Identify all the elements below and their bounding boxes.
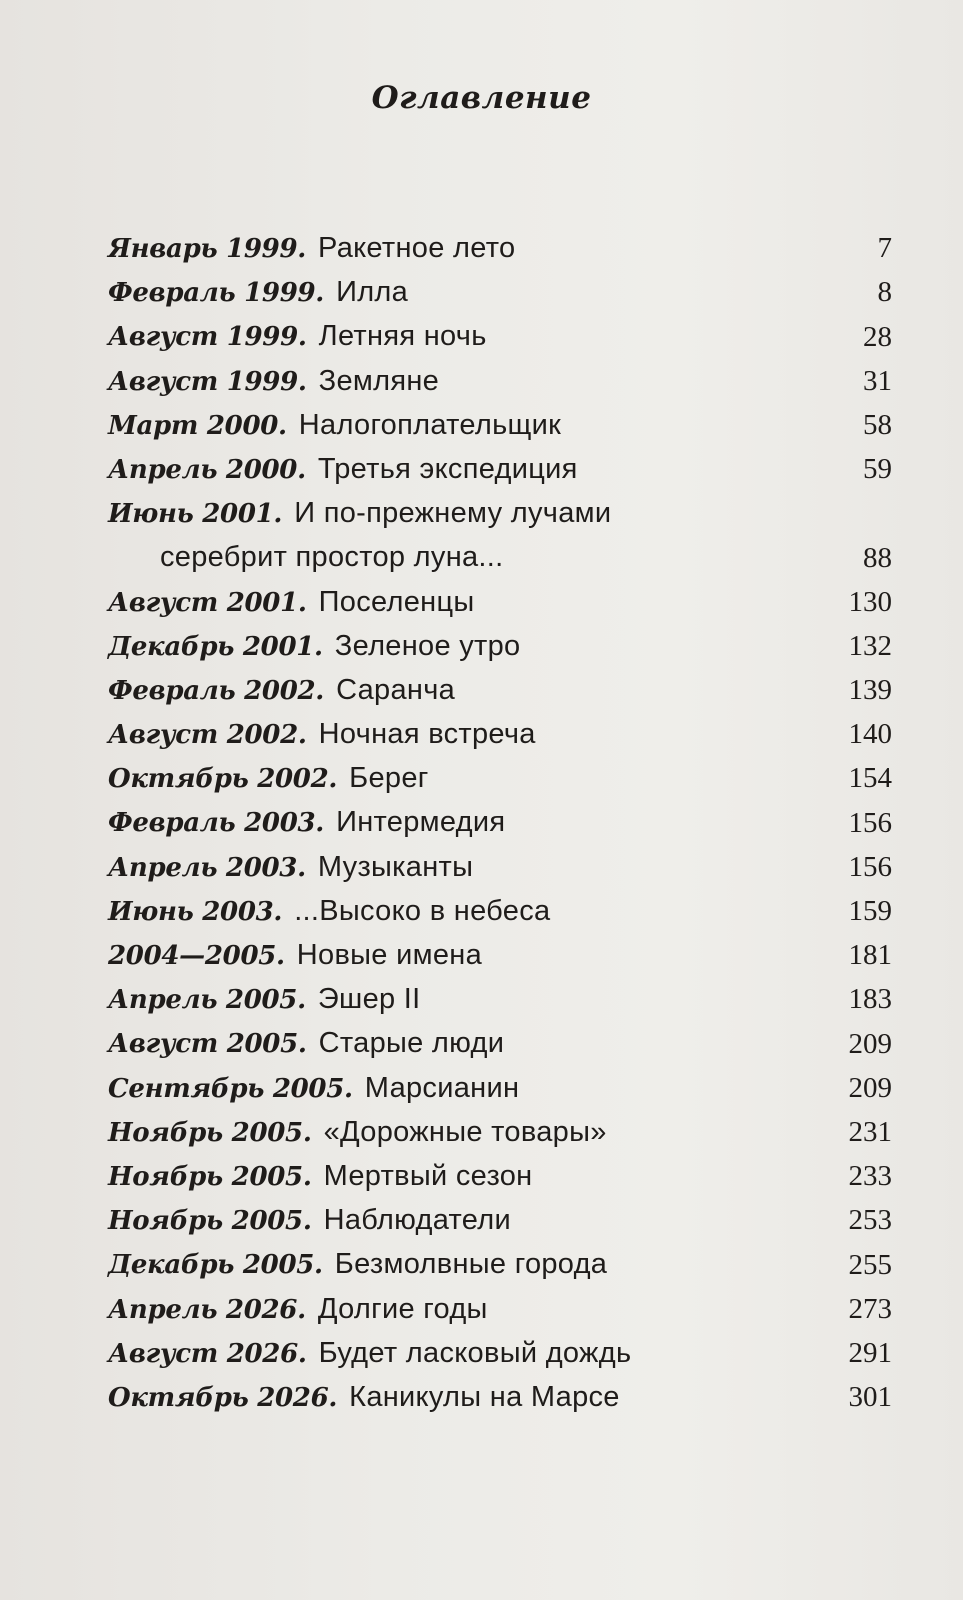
entry-title: Наблюдатели (323, 1204, 511, 1237)
entry-title: Летняя ночь (318, 320, 487, 353)
toc-entry (108, 933, 892, 977)
toc-entry (108, 1154, 892, 1198)
entry-date: Сентябрь 2005. (108, 1073, 353, 1104)
toc-entry (108, 889, 892, 933)
toc-entry (108, 624, 892, 668)
entry-page-number: 183 (848, 983, 892, 1016)
entry-date: Ноябрь 2005. (108, 1117, 312, 1148)
entry-page-number: 88 (863, 541, 892, 574)
toc-entry (108, 668, 892, 712)
entry-date: 2004—2005. (108, 941, 285, 972)
entry-title: Марсианин (364, 1071, 520, 1104)
entry-date: Август 2026. (108, 1338, 307, 1369)
toc-entry (108, 226, 892, 270)
entry-date: Август 1999. (108, 366, 307, 397)
entry-title: Берег (349, 762, 429, 795)
entry-page-number: 255 (848, 1248, 892, 1281)
entry-page-number: 7 (877, 232, 892, 265)
entry-title: Земляне (318, 364, 440, 397)
entry-page-number: 140 (848, 718, 892, 751)
entry-title-continuation: серебрит простор луна... (160, 541, 504, 574)
toc-entry (108, 1287, 892, 1331)
entry-page-number: 31 (863, 364, 892, 397)
toc-entry (108, 1066, 892, 1110)
entry-date: Апрель 2026. (108, 1294, 306, 1325)
entry-title: Третья экспедиция (317, 452, 578, 485)
entry-title: Налогоплательщик (298, 408, 562, 441)
entry-title: Саранча (336, 673, 456, 706)
toc-entry (108, 800, 892, 844)
entry-date: Февраль 1999. (108, 278, 325, 309)
entry-page-number: 58 (863, 408, 892, 441)
entry-page-number: 59 (863, 453, 892, 486)
toc-entry (108, 1375, 892, 1419)
entry-date: Август 2001. (108, 587, 307, 618)
toc-entry (108, 447, 892, 491)
entry-page-number: 156 (848, 850, 892, 883)
entry-page-number: 209 (848, 1027, 892, 1060)
entry-title: Мертвый сезон (323, 1159, 533, 1192)
entry-title: Долгие годы (317, 1292, 488, 1325)
entry-page-number: 291 (848, 1336, 892, 1369)
entry-date: Апрель 2000. (108, 454, 306, 485)
toc-entry (108, 359, 892, 403)
toc-entry (108, 1331, 892, 1375)
entry-date: Август 2002. (108, 720, 307, 751)
entry-page-number: 273 (848, 1292, 892, 1325)
entry-title: Эшер II (317, 983, 421, 1016)
entry-date: Февраль 2003. (108, 808, 325, 839)
page-title: Оглавление (371, 80, 592, 116)
entry-date: Апрель 2005. (108, 985, 306, 1016)
toc-entry (108, 403, 892, 447)
toc-entry (108, 1110, 892, 1154)
entry-date: Декабрь 2005. (108, 1250, 323, 1281)
entry-page-number: 8 (877, 276, 892, 309)
entry-title: Каникулы на Марсе (349, 1380, 620, 1413)
entry-title: И по-прежнему лучами (294, 497, 612, 530)
entry-title: Старые люди (318, 1027, 505, 1060)
entry-date: Январь 1999. (108, 234, 307, 264)
entry-page-number: 132 (848, 629, 892, 662)
entry-title: Интермедия (336, 806, 506, 839)
entry-title: Музыканты (317, 850, 474, 883)
entry-date: Июнь 2001. (108, 499, 283, 530)
entry-date: Июнь 2003. (108, 896, 283, 927)
entry-page-number: 209 (848, 1071, 892, 1104)
entry-page-number: 154 (848, 762, 892, 795)
entry-title: Зеленое утро (334, 629, 521, 662)
entry-title: Ракетное лето (318, 232, 516, 264)
entry-date: Февраль 2002. (108, 675, 325, 706)
entry-date: Октябрь 2002. (108, 764, 338, 795)
entry-page-number: 253 (848, 1204, 892, 1237)
entry-page-number: 130 (848, 585, 892, 618)
entry-page-number: 139 (848, 674, 892, 707)
entry-page-number: 301 (848, 1381, 892, 1414)
toc-entry (108, 756, 892, 800)
entry-page-number: 181 (848, 939, 892, 972)
entry-page-number: 156 (848, 806, 892, 839)
entry-title: Будет ласковый дождь (318, 1336, 632, 1369)
entry-title: Поселенцы (318, 585, 475, 618)
entry-date: Март 2000. (108, 410, 287, 441)
toc-entry (108, 845, 892, 889)
toc-entry (108, 1198, 892, 1242)
entry-date: Ноябрь 2005. (108, 1161, 312, 1192)
entry-title: ...Высоко в небеса (294, 894, 551, 927)
entry-date: Октябрь 2026. (108, 1382, 338, 1413)
entry-date: Декабрь 2001. (108, 631, 323, 662)
entry-title: Илла (336, 276, 409, 309)
toc-entry (108, 580, 892, 624)
entry-title: Ночная встреча (318, 718, 536, 751)
table-of-contents (108, 226, 892, 1419)
entry-date: Апрель 2003. (108, 852, 306, 883)
entry-page-number: 159 (848, 895, 892, 928)
entry-page-number: 231 (848, 1115, 892, 1148)
toc-entry (108, 977, 892, 1021)
toc-entry (108, 712, 892, 756)
entry-title: Новые имена (296, 939, 482, 972)
entry-title: Безмолвные города (334, 1248, 608, 1281)
entry-title: «Дорожные товары» (323, 1115, 607, 1148)
toc-entry (108, 1242, 892, 1286)
entry-date: Август 1999. (108, 322, 307, 353)
entry-date: Ноябрь 2005. (108, 1206, 312, 1237)
toc-entry (108, 1021, 892, 1065)
entry-page-number: 28 (863, 320, 892, 353)
toc-entry (108, 314, 892, 358)
toc-entry (108, 270, 892, 314)
toc-entry (108, 491, 892, 579)
entry-date: Август 2005. (108, 1029, 307, 1060)
entry-page-number: 233 (848, 1160, 892, 1193)
